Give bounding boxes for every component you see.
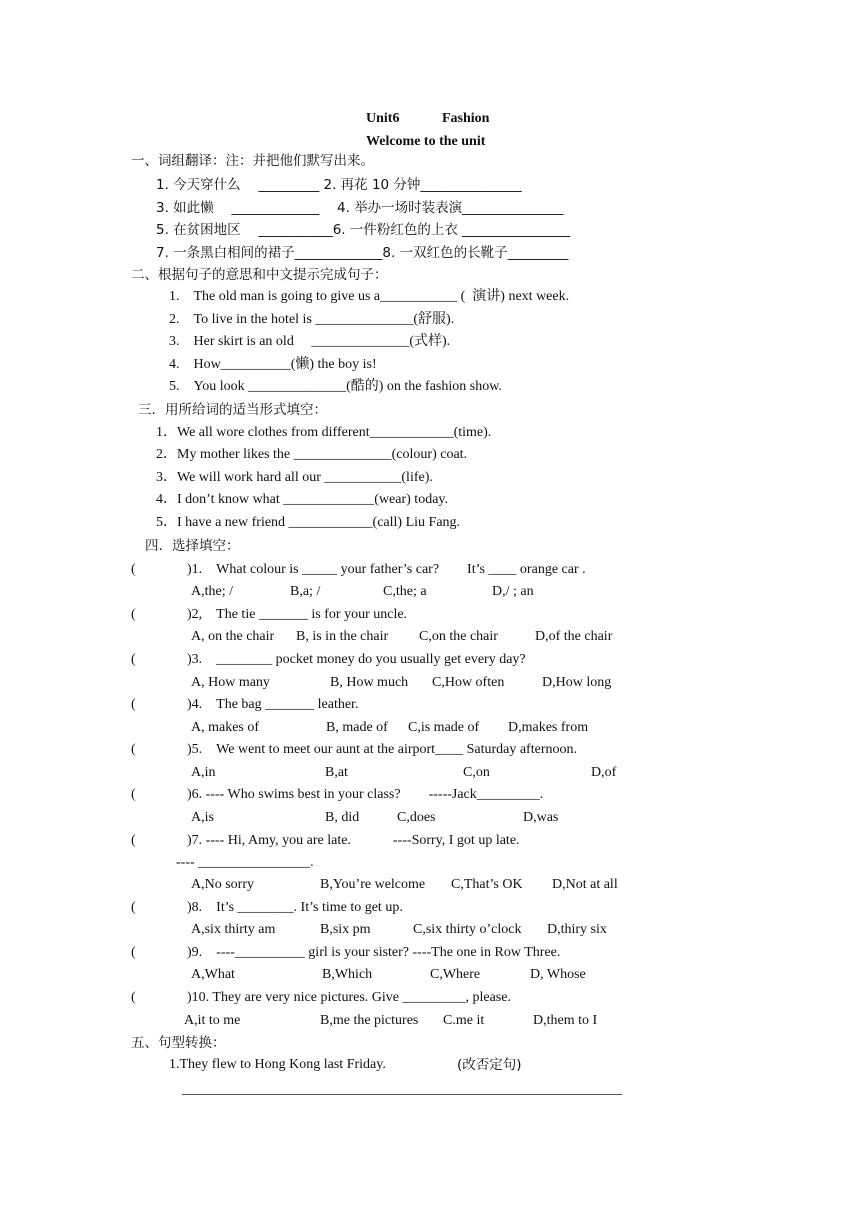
option-d: D,was: [523, 810, 559, 825]
option-a: A, on the chair: [191, 629, 275, 644]
option-b: B, How much: [330, 675, 409, 690]
option-c: C,on: [463, 765, 490, 780]
question-stem: )10. They are very nice pictures. Give _________, please.: [187, 990, 511, 1005]
option-a: A,the; /: [191, 584, 233, 599]
question-stem: )9. ----__________ girl is your sister? ----The one in Row Three.: [187, 945, 561, 960]
answer-paren: (: [131, 697, 136, 712]
option-a: A,six thirty am: [191, 922, 276, 937]
option-d: D,thiry six: [547, 922, 607, 937]
option-d: D, Whose: [530, 967, 586, 982]
answer-paren: (: [131, 742, 136, 757]
option-a: A,is: [191, 810, 214, 825]
answer-paren: (: [131, 607, 136, 622]
transform-sentence: 1.They flew to Hong Kong last Friday.: [169, 1057, 386, 1072]
section-2-heading: 二、根据句子的意思和中文提示完成句子：: [131, 267, 388, 283]
option-d: D,/ ; an: [492, 584, 534, 599]
complete-sentence: 5. You look ______________(酷的) on the fashion show.: [169, 379, 502, 394]
option-a: A,in: [191, 765, 216, 780]
section-4-heading: 四．选择填空：: [145, 538, 240, 554]
option-c: C,Where: [430, 967, 481, 982]
question-stem: )4. The bag _______ leather.: [187, 697, 359, 712]
form-sentence: 5．I have a new friend ____________(call) Liu Fang.: [156, 515, 461, 530]
option-c: C,on the chair: [419, 629, 498, 644]
answer-paren: (: [131, 787, 136, 802]
option-a: A,No sorry: [191, 877, 254, 892]
question-stem: )3. ________ pocket money do you usually get every day?: [187, 652, 526, 667]
answer-line: [182, 1094, 622, 1095]
phrase-line: 1. 今天穿什么 _________ 2. 再花 10 分钟_______________: [156, 177, 522, 193]
subtitle: Welcome to the unit: [366, 134, 486, 149]
option-b: B,me the pictures: [320, 1013, 419, 1028]
option-d: D,them to I: [533, 1013, 598, 1028]
phrase-line: 3. 如此懒 _____________ 4. 举办一场时装表演_______________: [156, 200, 564, 216]
option-b: B,Which: [322, 967, 373, 982]
phrase-line: 5. 在贫困地区 ___________6. 一件粉红色的上衣 ________________: [156, 222, 571, 238]
unit-title: Unit6: [366, 111, 400, 126]
question-stem: )5. We went to meet our aunt at the airport____ Saturday afternoon.: [187, 742, 577, 757]
question-stem: )8. It’s ________. It’s time to get up.: [187, 900, 403, 915]
option-b: B, did: [325, 810, 360, 825]
option-a: A,it to me: [184, 1013, 241, 1028]
option-d: D,of the chair: [535, 629, 613, 644]
answer-paren: (: [131, 990, 136, 1005]
answer-paren: (: [131, 652, 136, 667]
form-sentence: 2．My mother likes the ______________(colour) coat.: [156, 447, 468, 462]
option-b: B,You’re welcome: [320, 877, 426, 892]
option-b: B, made of: [326, 720, 388, 735]
complete-sentence: 4. How__________(懒) the boy is!: [169, 357, 377, 372]
answer-paren: (: [131, 945, 136, 960]
option-b: B,a; /: [290, 584, 321, 599]
phrase-line: 7. 一条黑白相间的裙子_____________8. 一双红色的长靴子_________: [156, 245, 569, 261]
option-a: A, How many: [191, 675, 270, 690]
form-sentence: 1．We all wore clothes from different____________(time).: [156, 425, 492, 440]
complete-sentence: 3. Her skirt is an old ______________(式样).: [169, 334, 451, 349]
section-3-heading: 三．用所给词的适当形式填空：: [138, 402, 327, 418]
option-d: D,makes from: [508, 720, 589, 735]
option-a: A,What: [191, 967, 235, 982]
option-a: A, makes of: [191, 720, 260, 735]
question-stem: )1. What colour is _____ your father’s car? It’s ____ orange car .: [187, 562, 586, 577]
option-c: C.me it: [443, 1013, 485, 1028]
topic-title: Fashion: [442, 111, 490, 126]
section-1-heading: 一、词组翻译：注：并把他们默写出来。: [131, 153, 374, 169]
question-stem: )7. ---- Hi, Amy, you are late. ----Sorry, I got up late.: [187, 833, 520, 848]
question-stem-continuation: ---- ________________.: [176, 855, 314, 870]
option-c: C,is made of: [408, 720, 480, 735]
complete-sentence: 2. To live in the hotel is ______________(舒服).: [169, 312, 455, 327]
option-b: B,at: [325, 765, 348, 780]
option-c: C,six thirty o’clock: [413, 922, 522, 937]
transform-hint: (改否定句): [457, 1057, 522, 1073]
form-sentence: 3．We will work hard all our ___________(life).: [156, 470, 433, 485]
form-sentence: 4．I don’t know what _____________(wear) today.: [156, 492, 449, 507]
option-d: D,How long: [542, 675, 612, 690]
option-d: D,Not at all: [552, 877, 618, 892]
option-c: C,does: [397, 810, 436, 825]
option-c: C,the; a: [383, 584, 427, 599]
answer-paren: (: [131, 833, 136, 848]
option-b: B,six pm: [320, 922, 371, 937]
option-b: B, is in the chair: [296, 629, 389, 644]
answer-paren: (: [131, 900, 136, 915]
option-c: C,That’s OK: [451, 877, 523, 892]
question-stem: )6. ---- Who swims best in your class? -----Jack_________.: [187, 787, 544, 802]
option-d: D,of: [591, 765, 617, 780]
answer-paren: (: [131, 562, 136, 577]
option-c: C,How often: [432, 675, 505, 690]
section-5-heading: 五、句型转换：: [131, 1035, 226, 1051]
complete-sentence: 1. The old man is going to give us a___________ ( 演讲) next week.: [169, 289, 570, 304]
question-stem: )2, The tie _______ is for your uncle.: [187, 607, 408, 622]
